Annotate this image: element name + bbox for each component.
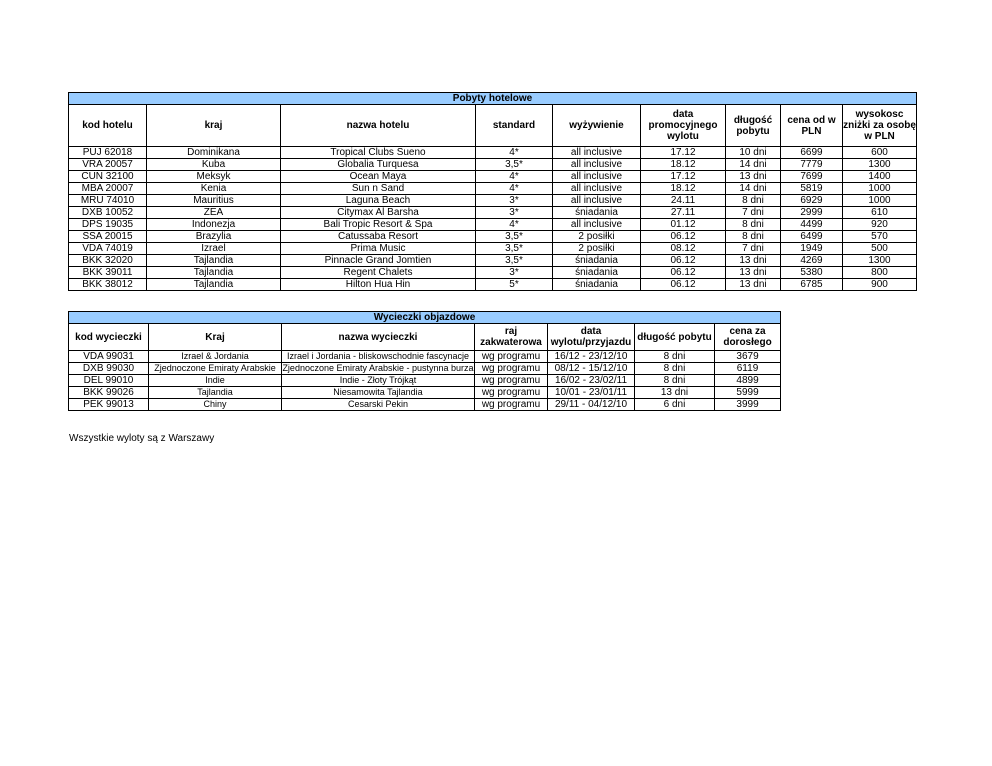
table-cell: 13 dni	[726, 255, 781, 267]
table-cell: Brazylia	[147, 231, 281, 243]
table-cell: 14 dni	[726, 159, 781, 171]
table-cell: VRA 20057	[69, 159, 147, 171]
table-cell: 06.12	[641, 255, 726, 267]
table-cell: Meksyk	[147, 171, 281, 183]
table-row	[69, 279, 917, 291]
table-cell: wg programu	[475, 375, 548, 387]
table-cell: wg programu	[475, 387, 548, 399]
table-cell: 3,5*	[476, 243, 553, 255]
hotels-header-0: kod hotelu	[69, 105, 147, 147]
table-cell: 4269	[781, 255, 843, 267]
table-cell: Indie	[149, 375, 282, 387]
table-cell: DXB 99030	[69, 363, 149, 375]
table-cell: 13 dni	[726, 267, 781, 279]
table-cell: 5*	[476, 279, 553, 291]
table-cell: Regent Chalets	[281, 267, 476, 279]
table-cell: 4*	[476, 171, 553, 183]
table-cell: 27.11	[641, 207, 726, 219]
table-cell: PEK 99013	[69, 399, 149, 411]
table-cell: 3,5*	[476, 159, 553, 171]
table-cell: Izrael i Jordania - bliskowschodnie fascynacje	[282, 351, 475, 363]
table-cell: 3679	[715, 351, 781, 363]
table-row	[69, 195, 917, 207]
hotels-header-6: długość pobytu	[726, 105, 781, 147]
table-cell: 16/02 - 23/02/11	[548, 375, 635, 387]
table-cell: 4*	[476, 219, 553, 231]
table-cell: 3,5*	[476, 255, 553, 267]
table-row	[69, 363, 781, 375]
table-cell: 1000	[843, 183, 917, 195]
table-cell: 1300	[843, 159, 917, 171]
table-cell: wg programu	[475, 399, 548, 411]
table-cell: 610	[843, 207, 917, 219]
table-cell: CUN 32100	[69, 171, 147, 183]
table-row	[69, 255, 917, 267]
table-cell: Globalia Turquesa	[281, 159, 476, 171]
table-cell: 500	[843, 243, 917, 255]
table-row	[69, 171, 917, 183]
table-cell: BKK 39011	[69, 267, 147, 279]
table-cell: 13 dni	[726, 279, 781, 291]
table-cell: 6785	[781, 279, 843, 291]
table-cell: Hilton Hua Hin	[281, 279, 476, 291]
tours-header-5: długość pobytu	[635, 324, 715, 351]
table-cell: 06.12	[641, 267, 726, 279]
table-cell: 10/01 - 23/01/11	[548, 387, 635, 399]
table-row	[69, 159, 917, 171]
table-cell: Indonezja	[147, 219, 281, 231]
hotels-header-3: standard	[476, 105, 553, 147]
table-cell: DXB 10052	[69, 207, 147, 219]
table-cell: Indie - Złoty Trójkąt	[282, 375, 475, 387]
table-cell: 2 posiłki	[553, 243, 641, 255]
table-cell: śniadania	[553, 255, 641, 267]
table-row	[69, 267, 917, 279]
table-row	[69, 231, 917, 243]
table-cell: 1949	[781, 243, 843, 255]
table-cell: 13 dni	[726, 171, 781, 183]
tours-title: Wycieczki objazdowe	[69, 312, 781, 324]
table-cell: 2999	[781, 207, 843, 219]
table-cell: all inclusive	[553, 219, 641, 231]
table-cell: BKK 99026	[69, 387, 149, 399]
table-cell: 920	[843, 219, 917, 231]
table-cell: 13 dni	[635, 387, 715, 399]
table-cell: 1000	[843, 195, 917, 207]
table-cell: Citymax Al Barsha	[281, 207, 476, 219]
table-cell: all inclusive	[553, 183, 641, 195]
table-row	[69, 147, 917, 159]
table-cell: Pinnacle Grand Jomtien	[281, 255, 476, 267]
table-row	[69, 399, 781, 411]
table-cell: 600	[843, 147, 917, 159]
table-cell: Zjednoczone Emiraty Arabskie	[149, 363, 282, 375]
table-cell: Izrael	[147, 243, 281, 255]
table-row	[69, 351, 781, 363]
table-cell: 18.12	[641, 183, 726, 195]
table-cell: 570	[843, 231, 917, 243]
table-cell: Catussaba Resort	[281, 231, 476, 243]
table-cell: 5819	[781, 183, 843, 195]
table-cell: Niesamowita Tajlandia	[282, 387, 475, 399]
table-cell: Ocean Maya	[281, 171, 476, 183]
table-cell: 08.12	[641, 243, 726, 255]
table-cell: 06.12	[641, 279, 726, 291]
table-cell: 8 dni	[726, 231, 781, 243]
table-cell: 3,5*	[476, 231, 553, 243]
table-cell: DPS 19035	[69, 219, 147, 231]
hotels-header-8: wysokosc zniżki za osobę w PLN	[843, 105, 917, 147]
table-cell: 6699	[781, 147, 843, 159]
table-cell: Tajlandia	[147, 267, 281, 279]
table-cell: Cesarski Pekin	[282, 399, 475, 411]
tours-header-1: Kraj	[149, 324, 282, 351]
table-cell: Tropical Clubs Sueno	[281, 147, 476, 159]
table-cell: 6929	[781, 195, 843, 207]
table-cell: DEL 99010	[69, 375, 149, 387]
table-cell: ZEA	[147, 207, 281, 219]
table-cell: VDA 99031	[69, 351, 149, 363]
table-cell: 4*	[476, 183, 553, 195]
table-cell: 7779	[781, 159, 843, 171]
table-cell: SSA 20015	[69, 231, 147, 243]
tours-header-2: nazwa wycieczki	[282, 324, 475, 351]
table-cell: 6 dni	[635, 399, 715, 411]
tours-header-6: cena za dorosłego	[715, 324, 781, 351]
footer-note: Wszystkie wyloty są z Warszawy	[69, 433, 215, 444]
table-cell: Tajlandia	[147, 279, 281, 291]
table-cell: all inclusive	[553, 171, 641, 183]
table-cell: śniadania	[553, 207, 641, 219]
table-cell: 1400	[843, 171, 917, 183]
hotels-header-2: nazwa hotelu	[281, 105, 476, 147]
table-cell: Tajlandia	[147, 255, 281, 267]
table-cell: Dominikana	[147, 147, 281, 159]
table-cell: śniadania	[553, 267, 641, 279]
table-cell: 800	[843, 267, 917, 279]
table-cell: 17.12	[641, 171, 726, 183]
table-cell: wg programu	[475, 351, 548, 363]
table-cell: 6499	[781, 231, 843, 243]
table-cell: Sun n Sand	[281, 183, 476, 195]
table-row	[69, 387, 781, 399]
table-cell: 5999	[715, 387, 781, 399]
table-cell: wg programu	[475, 363, 548, 375]
table-cell: 14 dni	[726, 183, 781, 195]
hotels-header-7: cena od w PLN	[781, 105, 843, 147]
table-cell: 8 dni	[635, 351, 715, 363]
table-cell: 3*	[476, 207, 553, 219]
table-cell: 01.12	[641, 219, 726, 231]
table-cell: 8 dni	[635, 363, 715, 375]
table-cell: MRU 74010	[69, 195, 147, 207]
table-cell: 7699	[781, 171, 843, 183]
hotel-stays-title: Pobyty hotelowe	[69, 93, 917, 105]
table-row	[69, 183, 917, 195]
tours-header-4: data wylotu/przyjazdu	[548, 324, 635, 351]
table-cell: 7 dni	[726, 207, 781, 219]
table-cell: all inclusive	[553, 147, 641, 159]
hotel-stays-table	[68, 92, 917, 291]
tours-table	[68, 311, 781, 411]
table-cell: Kuba	[147, 159, 281, 171]
table-cell: 4899	[715, 375, 781, 387]
table-row	[69, 219, 917, 231]
table-cell: 10 dni	[726, 147, 781, 159]
table-cell: all inclusive	[553, 195, 641, 207]
table-row	[69, 207, 917, 219]
table-cell: 3*	[476, 195, 553, 207]
table-cell: 8 dni	[635, 375, 715, 387]
table-cell: Zjednoczone Emiraty Arabskie - pustynna burza	[282, 363, 474, 373]
table-cell: śniadania	[553, 279, 641, 291]
table-cell: Mauritius	[147, 195, 281, 207]
table-cell: VDA 74019	[69, 243, 147, 255]
table-cell: 2 posiłki	[553, 231, 641, 243]
table-cell: 8 dni	[726, 195, 781, 207]
table-cell: Kenia	[147, 183, 281, 195]
table-cell: 08/12 - 15/12/10	[548, 363, 635, 375]
table-cell: Izrael & Jordania	[149, 351, 282, 363]
table-cell: 7 dni	[726, 243, 781, 255]
table-cell: 06.12	[641, 231, 726, 243]
table-cell: all inclusive	[553, 159, 641, 171]
table-cell: BKK 32020	[69, 255, 147, 267]
table-cell: Prima Music	[281, 243, 476, 255]
table-cell: BKK 38012	[69, 279, 147, 291]
hotels-header-4: wyżywienie	[553, 105, 641, 147]
table-cell: 8 dni	[726, 219, 781, 231]
table-cell: 3999	[715, 399, 781, 411]
table-cell: Laguna Beach	[281, 195, 476, 207]
table-cell: 3*	[476, 267, 553, 279]
tours-header-3: raj zakwaterowa	[475, 324, 548, 351]
table-cell: 24.11	[641, 195, 726, 207]
table-cell: Chiny	[149, 399, 282, 411]
hotels-header-1: kraj	[147, 105, 281, 147]
tours-header-0: kod wycieczki	[69, 324, 149, 351]
table-row	[69, 243, 917, 255]
table-cell: 900	[843, 279, 917, 291]
table-cell: 4499	[781, 219, 843, 231]
table-cell: 18.12	[641, 159, 726, 171]
table-cell: PUJ 62018	[69, 147, 147, 159]
table-cell: 17.12	[641, 147, 726, 159]
table-cell: 4*	[476, 147, 553, 159]
table-cell: 29/11 - 04/12/10	[548, 399, 635, 411]
table-cell: 5380	[781, 267, 843, 279]
table-cell: 6119	[715, 363, 781, 375]
table-cell: Tajlandia	[149, 387, 282, 399]
hotels-header-5: data promocyjnego wylotu	[641, 105, 726, 147]
table-row	[69, 375, 781, 387]
table-cell: Bali Tropic Resort & Spa	[281, 219, 476, 231]
table-cell: MBA 20007	[69, 183, 147, 195]
table-cell: 16/12 - 23/12/10	[548, 351, 635, 363]
table-cell: 1300	[843, 255, 917, 267]
